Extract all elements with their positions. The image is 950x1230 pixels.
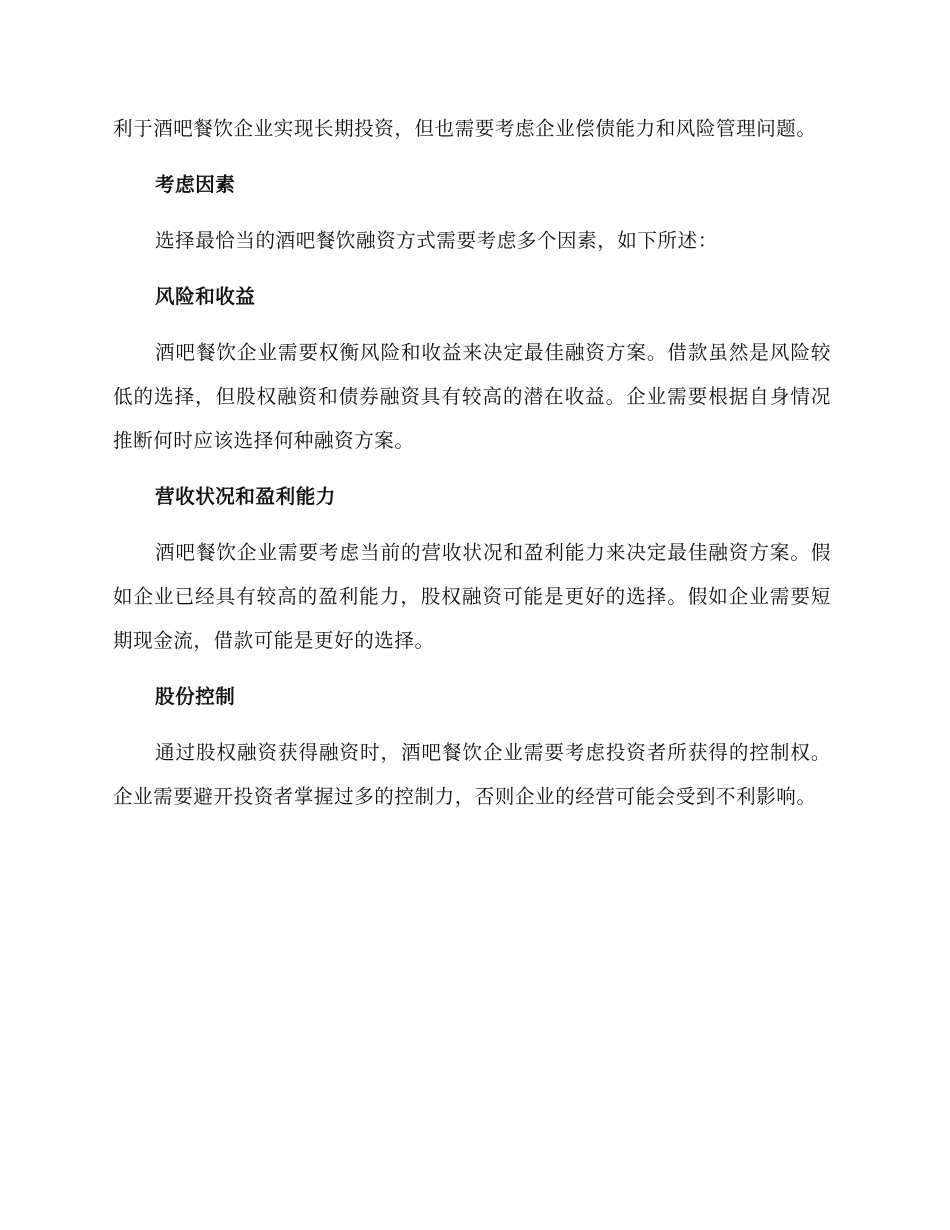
spacer — [113, 207, 831, 219]
section-intro-paragraph: 选择最恰当的酒吧餐饮融资方式需要考虑多个因素，如下所述： — [155, 229, 718, 252]
document-body — [113, 107, 831, 819]
subsection-heading-equity-control: 股份控制 — [155, 685, 236, 708]
spacer — [113, 319, 831, 331]
spacer — [113, 519, 831, 531]
spacer — [113, 151, 831, 163]
subsection-body-revenue-profitability: 酒吧餐饮企业需要考虑当前的营收状况和盈利能力来决定最佳融资方案。假如企业已经具有较高的盈利能力，股权融资可能是更好的选择。假如企业需要短期现金流，借款可能是更好的选择。 — [113, 541, 831, 652]
subsection-heading-risk-return: 风险和收益 — [155, 285, 256, 308]
subsection-body-risk-return: 酒吧餐饮企业需要权衡风险和收益来决定最佳融资方案。借款虽然是风险较低的选择，但股权融资和债券融资具有较高的潜在收益。企业需要根据自身情况推断何时应该选择何种融资方案。 — [113, 341, 831, 452]
spacer — [113, 719, 831, 731]
spacer — [113, 263, 831, 275]
subsection-body-equity-control: 通过股权融资获得融资时，酒吧餐饮企业需要考虑投资者所获得的控制权。企业需要避开投资者掌握过多的控制力，否则企业的经营可能会受到不利影响。 — [113, 741, 831, 808]
subsection-heading-revenue-profitability: 营收状况和盈利能力 — [155, 485, 336, 508]
intro-paragraph: 利于酒吧餐饮企业实现长期投资，但也需要考虑企业偿债能力和风险管理问题。 — [113, 117, 817, 140]
section-heading: 考虑因素 — [155, 173, 236, 196]
spacer — [113, 463, 831, 475]
spacer — [113, 663, 831, 675]
